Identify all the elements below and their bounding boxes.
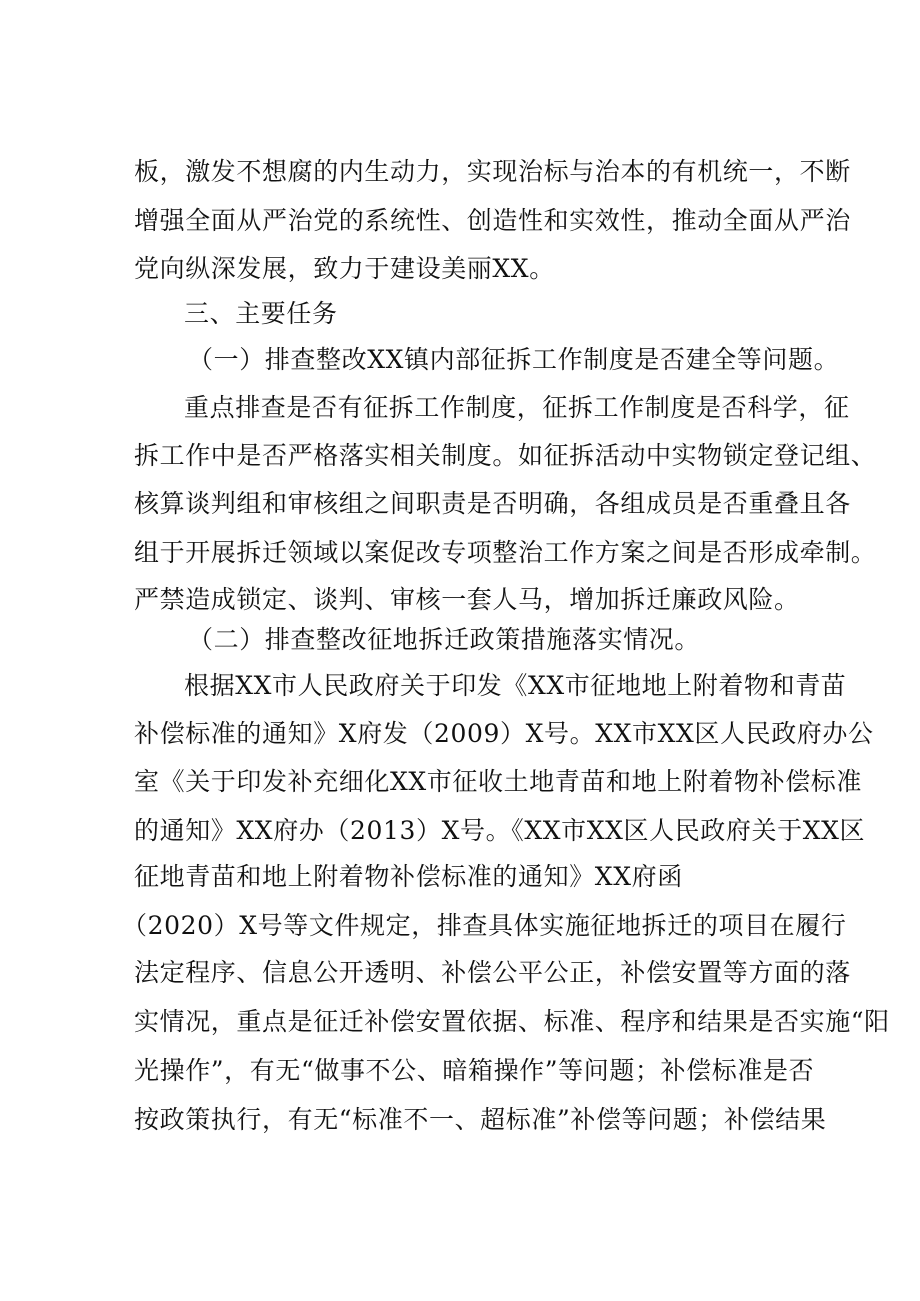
- text-line-21: 按政策执行，有无“标准不一、超标准”补偿等问题；补偿结果: [134, 1105, 827, 1134]
- text-line-1: 板，激发不想腐的内生动力，实现治标与治本的有机统一，不断: [134, 157, 851, 186]
- text-line-6: 重点排查是否有征拆工作制度，征拆工作制度是否科学，征: [184, 393, 850, 422]
- text-line-2: 增强全面从严治党的系统性、创造性和实效性，推动全面从严治: [134, 206, 851, 235]
- subheading-2: （二）排查整改征地拆迁政策措施落实情况。: [188, 625, 701, 654]
- text-line-17: （2020）X号等文件规定，排查具体实施征地拆迁的项目在履行: [122, 911, 847, 940]
- text-line-16: 征地青苗和地上附着物补偿标准的通知》XX府函: [134, 862, 683, 891]
- text-line-3: 党向纵深发展，致力于建设美丽XX。: [134, 254, 555, 283]
- text-line-13: 补偿标准的通知》X府发（2009）X号。XX市XX区人民政府办公: [134, 719, 874, 748]
- text-line-8: 核算谈判组和审核组之间职责是否明确，各组成员是否重叠且各: [134, 489, 851, 518]
- text-line-10: 严禁造成锁定、谈判、审核一套人马，增加拆迁廉政风险。: [134, 585, 800, 614]
- subheading-1: （一）排查整改XX镇内部征拆工作制度是否建全等问题。: [188, 345, 840, 374]
- text-line-19: 实情况，重点是征迁补偿安置依据、标准、程序和结果是否实施“阳: [134, 1007, 890, 1036]
- text-line-12: 根据XX市人民政府关于印发《XX市征地地上附着物和青苗: [184, 671, 847, 700]
- text-line-15: 的通知》XX府办（2013）X号。《XX市XX区人民政府关于XX区: [134, 816, 866, 845]
- text-line-20: 光操作”，有无“做事不公、暗箱操作”等问题；补偿标准是否: [134, 1056, 815, 1085]
- text-line-9: 组于开展拆迁领域以案促改专项整治工作方案之间是否形成牵制。: [134, 538, 877, 567]
- text-line-14: 室《关于印发补充细化XX市征收土地青苗和地上附着物补偿标准: [134, 767, 862, 796]
- text-line-7: 拆工作中是否严格落实相关制度。如征拆活动中实物锁定登记组、: [134, 441, 877, 470]
- section-heading-3: 三、主要任务: [184, 299, 338, 328]
- text-line-18: 法定程序、信息公开透明、补偿公平公正，补偿安置等方面的落: [134, 958, 851, 987]
